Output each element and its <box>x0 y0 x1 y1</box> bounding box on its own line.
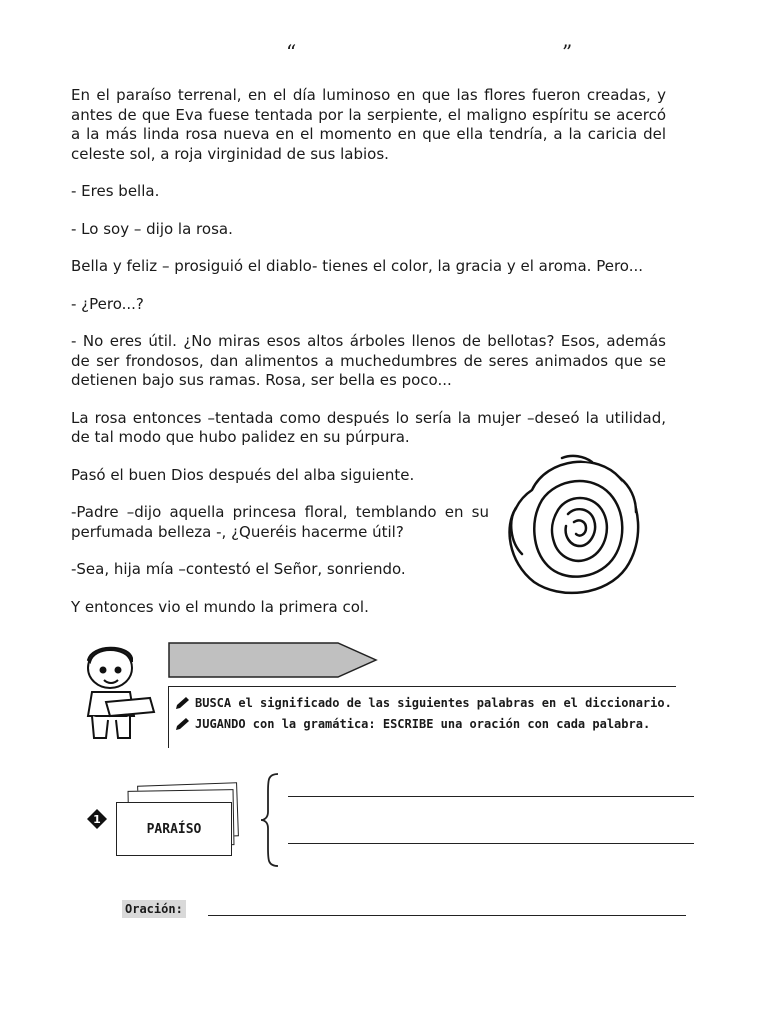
definition-line[interactable] <box>288 843 694 844</box>
story-paragraph: - Lo soy – dijo la rosa. <box>71 219 233 238</box>
story-paragraph: Y entonces vio el mundo la primera col. <box>71 597 369 616</box>
story-paragraph: Bella y feliz – prosiguió el diablo- tienes el color, la gracia y el aroma. Pero... <box>71 257 644 275</box>
title-row <box>0 40 768 70</box>
instruction-text: una oración con cada palabra. <box>433 717 651 731</box>
instructions-box <box>70 636 680 751</box>
cabbage-rose-illustration <box>502 450 644 600</box>
divider-horizontal <box>168 686 676 687</box>
story-paragraph: La rosa entonces –tentada como después lo sería la mujer –deseó la utilidad, de tal modo que hubo palidez en su púrpura. <box>71 408 666 446</box>
word-card-stack <box>114 782 244 854</box>
title-close-quote: ” <box>562 40 573 64</box>
story-paragraph: -Padre –dijo aquella princesa floral, temblando en su perfumada belleza -, ¿Queréis hacerme útil? <box>71 503 489 541</box>
story-paragraph: - ¿Pero...? <box>71 294 144 313</box>
sentence-label: Oración: <box>122 900 186 918</box>
instruction-verb: BUSCA <box>195 696 232 710</box>
story-paragraph: Pasó el buen Dios después del alba siguiente. <box>71 465 415 484</box>
instruction-verb: JUGANDO <box>195 717 246 731</box>
divider-vertical <box>168 686 169 748</box>
story-paragraph: En el paraíso terrenal, en el día luminoso en que las flores fueron creadas, y antes de que Eva fuese tentada por la serpiente, el maligno espíritu se acercó a la más linda rosa nueva en el momento en que ella tendría, a la caricia del celeste sol, a roja virginidad de sus labios. <box>71 86 666 163</box>
reading-child-icon <box>70 642 160 742</box>
instruction-text: con la gramática: <box>245 717 383 731</box>
instruction-line <box>174 696 672 710</box>
story-paragraph: -Sea, hija mía –contestó el Señor, sonriendo. <box>71 560 406 578</box>
curly-brace <box>260 772 280 868</box>
vocabulary-exercise <box>86 772 696 872</box>
instruction-verb: ESCRIBE <box>382 717 434 731</box>
arrow-banner <box>168 642 378 678</box>
sentence-line[interactable] <box>208 915 686 916</box>
story-paragraph: - Eres bella. <box>71 182 160 200</box>
word-card: PARAÍSO <box>116 802 232 856</box>
instruction-line <box>174 717 650 731</box>
definition-line[interactable] <box>288 796 694 797</box>
title-open-quote: “ <box>286 40 297 64</box>
sentence-row <box>122 900 692 920</box>
exercise-number: 1 <box>93 813 101 826</box>
story-paragraph: - No eres útil. ¿No miras esos altos árboles llenos de bellotas? Esos, además de ser frondosos, dan alimentos a muchedumbres de seres animados que se detienen bajo sus ramas. Rosa, ser bella es poco... <box>71 332 666 389</box>
pencil-icon <box>174 696 190 710</box>
instruction-text: el significado de las siguientes palabras en el diccionario. <box>231 696 672 710</box>
pencil-icon <box>174 717 190 731</box>
number-bullet-icon <box>86 808 108 830</box>
